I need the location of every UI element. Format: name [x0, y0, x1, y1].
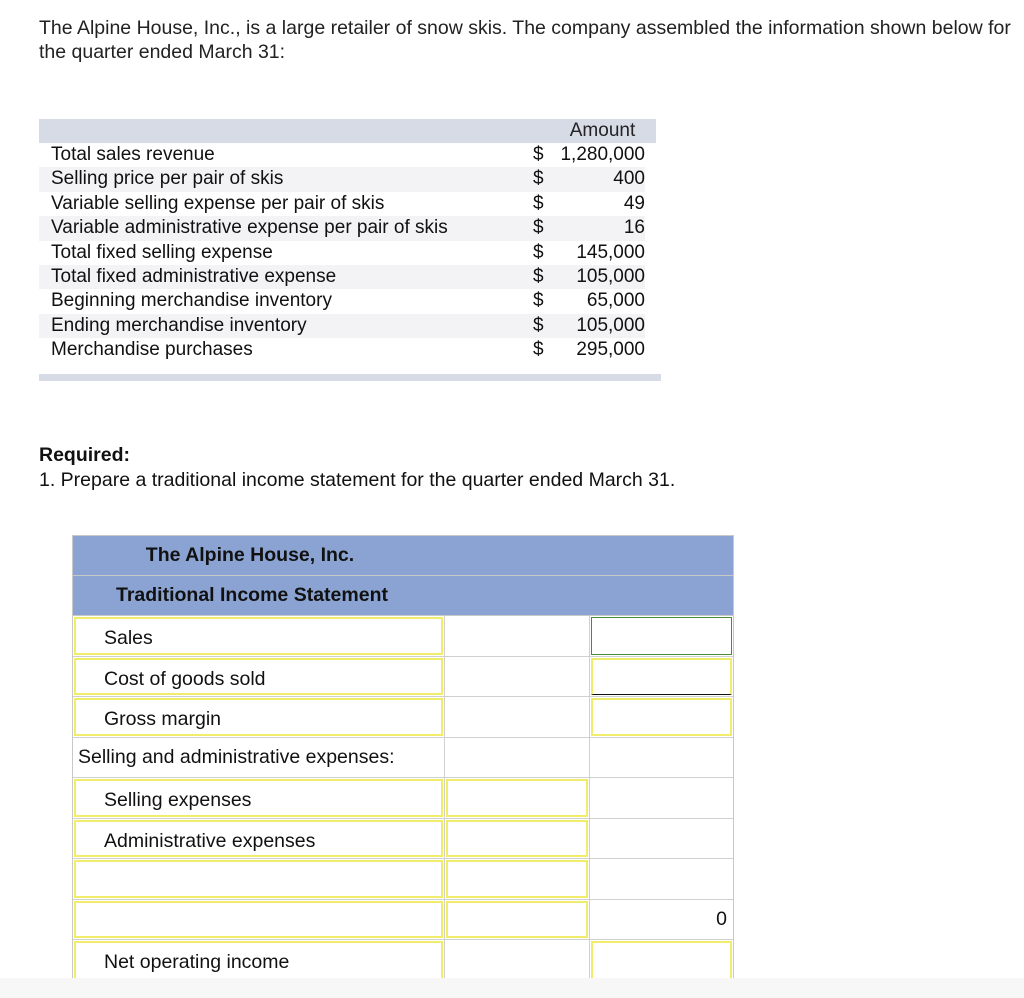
- info-row: [39, 314, 645, 338]
- info-row-label: Selling price per pair of skis: [51, 168, 284, 190]
- table-row: [73, 738, 733, 779]
- info-row-value: 105,000: [576, 265, 645, 287]
- statement-company-header: [73, 536, 733, 576]
- gross-margin-amount-input[interactable]: [591, 698, 732, 736]
- info-row: [39, 143, 645, 167]
- blank-amount-input-1[interactable]: [446, 860, 588, 898]
- selling-col3: [590, 778, 733, 818]
- info-row: [39, 241, 645, 265]
- info-row-value: 49: [623, 192, 645, 214]
- cogs-amount-input[interactable]: [591, 658, 732, 696]
- info-row-currency: $: [533, 192, 544, 214]
- info-row: [39, 289, 645, 313]
- table-row: [73, 940, 733, 981]
- sa-col3: [590, 738, 733, 778]
- sales-label-field[interactable]: Sales: [74, 617, 443, 655]
- cogs-col2: [445, 657, 590, 697]
- admin-amount-input[interactable]: [446, 820, 588, 858]
- net-col2: [445, 940, 590, 981]
- info-row-label: Beginning merchandise inventory: [51, 290, 332, 312]
- sa-col2: [445, 738, 590, 778]
- total-expenses-value: 0: [716, 907, 727, 930]
- gross-margin-label-field[interactable]: Gross margin: [74, 698, 443, 736]
- info-row-currency: $: [533, 339, 544, 361]
- blank-label-field-2[interactable]: [74, 901, 443, 939]
- info-row-currency: $: [533, 144, 544, 165]
- selling-label-field[interactable]: Selling expenses: [74, 779, 443, 817]
- table-row: [73, 778, 733, 819]
- info-row-currency: $: [533, 168, 544, 190]
- info-table-footer: [39, 374, 661, 381]
- info-row-label: Variable selling expense per pair of skis: [51, 192, 385, 214]
- sa-expenses-heading: Selling and administrative expenses:: [78, 745, 395, 768]
- admin-col3: [590, 819, 733, 859]
- table-row: [73, 616, 733, 657]
- blank-amount-input-2[interactable]: [446, 901, 588, 939]
- blank1-col3: [590, 859, 733, 899]
- info-table: [39, 119, 661, 363]
- info-row-value: 400: [613, 168, 645, 190]
- info-row-currency: $: [533, 265, 544, 287]
- selling-amount-input[interactable]: [446, 779, 588, 817]
- info-row: [39, 265, 645, 289]
- info-row-value: 65,000: [586, 290, 645, 312]
- info-row-value: 16: [623, 217, 645, 239]
- info-row-label: Total fixed administrative expense: [51, 265, 337, 287]
- table-row: [73, 900, 733, 941]
- info-row: [39, 167, 645, 191]
- amount-column-header: Amount: [569, 120, 636, 141]
- info-row: [39, 192, 645, 216]
- table-row: [73, 697, 733, 738]
- income-statement: [72, 535, 734, 982]
- page-bottom-band: [0, 978, 1024, 998]
- info-row-currency: $: [533, 217, 544, 239]
- table-row: [73, 859, 733, 900]
- info-row-currency: $: [533, 314, 544, 336]
- table-row: [73, 819, 733, 860]
- info-row-currency: $: [533, 290, 544, 312]
- sales-col2: [445, 616, 590, 656]
- sales-amount-input[interactable]: [591, 617, 732, 655]
- info-row-label: Ending merchandise inventory: [51, 314, 307, 336]
- info-row-value: 1,280,000: [560, 144, 645, 165]
- info-row-label: Total fixed selling expense: [51, 241, 273, 263]
- info-row-value: 295,000: [576, 339, 645, 361]
- info-row: [39, 338, 645, 362]
- info-row: [39, 216, 645, 240]
- info-table-header: [39, 119, 656, 143]
- net-income-amount-input[interactable]: [591, 941, 732, 980]
- info-row-label: Merchandise purchases: [51, 339, 253, 361]
- info-row-label: Variable administrative expense per pair of skis: [51, 217, 448, 239]
- required-item: 1. Prepare a traditional income statement for the quarter ended March 31.: [39, 469, 676, 491]
- statement-title: Traditional Income Statement: [116, 584, 388, 606]
- net-income-label-field[interactable]: Net operating income: [74, 941, 443, 980]
- admin-label-field[interactable]: Administrative expenses: [74, 820, 443, 858]
- cogs-label-field[interactable]: Cost of goods sold: [74, 658, 443, 696]
- required-section: [39, 443, 675, 493]
- blank-label-field-1[interactable]: [74, 860, 443, 898]
- statement-title-header: [73, 576, 733, 616]
- info-row-label: Total sales revenue: [51, 144, 215, 165]
- info-row-currency: $: [533, 241, 544, 263]
- gross-margin-col2: [445, 697, 590, 737]
- info-row-value: 105,000: [576, 314, 645, 336]
- info-row-value: 145,000: [576, 241, 645, 263]
- statement-company: The Alpine House, Inc.: [145, 544, 355, 566]
- intro-text: The Alpine House, Inc., is a large retailer of snow skis. The company assembled the information shown below for the quarter ended March 31:: [39, 17, 1011, 63]
- table-row: [73, 657, 733, 698]
- required-heading: Required:: [39, 444, 131, 466]
